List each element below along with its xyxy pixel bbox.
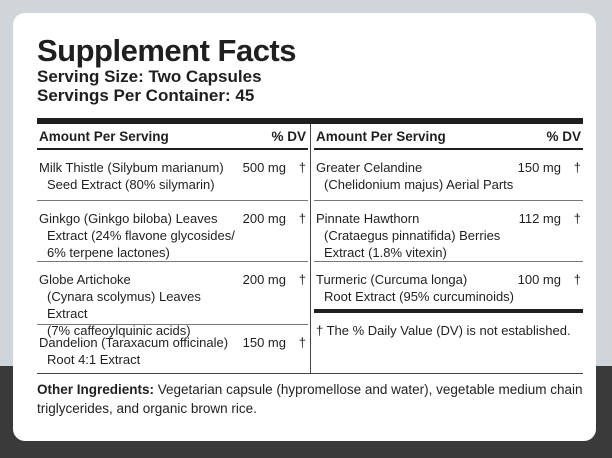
ingredient-row	[314, 201, 583, 262]
ingredient-name-line: (Crataegus pinnatifida) Berries	[324, 228, 501, 243]
dv-dagger: †	[573, 211, 581, 226]
ingredient-name-line: (Cynara scolymus) Leaves Extract	[47, 289, 201, 321]
ingredient-name-line: Extract (24% flavone glycosides/	[47, 228, 235, 243]
ingredient-name-line: Root 4:1 Extract	[47, 352, 141, 367]
servings-per-container: Servings Per Container: 45	[37, 86, 255, 105]
column-header	[314, 124, 583, 150]
dv-dagger: †	[298, 335, 306, 350]
ingredient-row	[314, 262, 583, 309]
ingredient-amount: 150 mg	[517, 160, 561, 175]
amount-per-serving-header: Amount Per Serving	[316, 128, 446, 144]
ingredient-name-line: Ginkgo (Ginkgo biloba) Leaves	[39, 211, 218, 226]
other-ingredients	[37, 380, 585, 418]
ingredient-amount: 500 mg	[242, 160, 286, 175]
ingredient-amount: 100 mg	[517, 272, 561, 287]
ingredient-name-line: Greater Celandine	[316, 160, 423, 175]
ingredient-amount: 200 mg	[242, 211, 286, 226]
dv-footnote: † The % Daily Value (DV) is not established.	[316, 323, 571, 338]
column-divider	[310, 124, 311, 373]
ingredient-row	[314, 150, 583, 201]
ingredient-amount: 200 mg	[242, 272, 286, 287]
ingredient-name-line: Globe Artichoke	[39, 272, 131, 287]
ingredient-name-line: (7% caffeoylquinic acids)	[47, 323, 191, 338]
ingredient-row	[37, 325, 308, 373]
bottom-rule	[37, 373, 583, 374]
dv-dagger: †	[573, 272, 581, 287]
ingredient-row	[37, 150, 308, 201]
left-column	[37, 124, 308, 373]
dv-header: % DV	[546, 128, 581, 144]
ingredient-name-line: Dandelion (Taraxacum officinale)	[39, 335, 229, 350]
amount-per-serving-header: Amount Per Serving	[39, 128, 169, 144]
dv-dagger: †	[298, 211, 306, 226]
panel-title: Supplement Facts	[37, 33, 296, 68]
ingredient-name-line: Milk Thistle (Silybum marianum)	[39, 160, 224, 175]
dv-dagger: †	[298, 272, 306, 287]
ingredient-name-line: Seed Extract (80% silymarin)	[47, 177, 215, 192]
ingredient-name-line: (Chelidonium majus) Aerial Parts	[324, 177, 514, 192]
ingredient-row	[37, 262, 308, 338]
ingredient-amount: 112 mg	[518, 211, 561, 226]
column-header	[37, 124, 308, 150]
right-column	[314, 124, 583, 339]
ingredient-name-line: 6% terpene lactones)	[47, 245, 170, 260]
other-ingredients-text: Vegetarian capsule (hypromellose and water), vegetable medium chain triglycerides, and organic brown rice.	[37, 382, 583, 416]
ingredient-name-line: Root Extract (95% curcuminoids)	[324, 289, 515, 304]
dv-dagger: †	[298, 160, 306, 175]
dv-dagger: †	[573, 160, 581, 175]
ingredient-name-line: Pinnate Hawthorn	[316, 211, 420, 226]
dv-header: % DV	[271, 128, 306, 144]
serving-size: Serving Size: Two Capsules	[37, 67, 262, 86]
ingredient-name-line: Extract (1.8% vitexin)	[324, 245, 447, 260]
other-ingredients-label: Other Ingredients:	[37, 382, 155, 397]
ingredient-amount: 150 mg	[242, 335, 286, 350]
supplement-facts-panel	[13, 13, 596, 441]
ingredient-name-line: Turmeric (Curcuma longa)	[316, 272, 468, 287]
ingredient-row	[37, 201, 308, 262]
